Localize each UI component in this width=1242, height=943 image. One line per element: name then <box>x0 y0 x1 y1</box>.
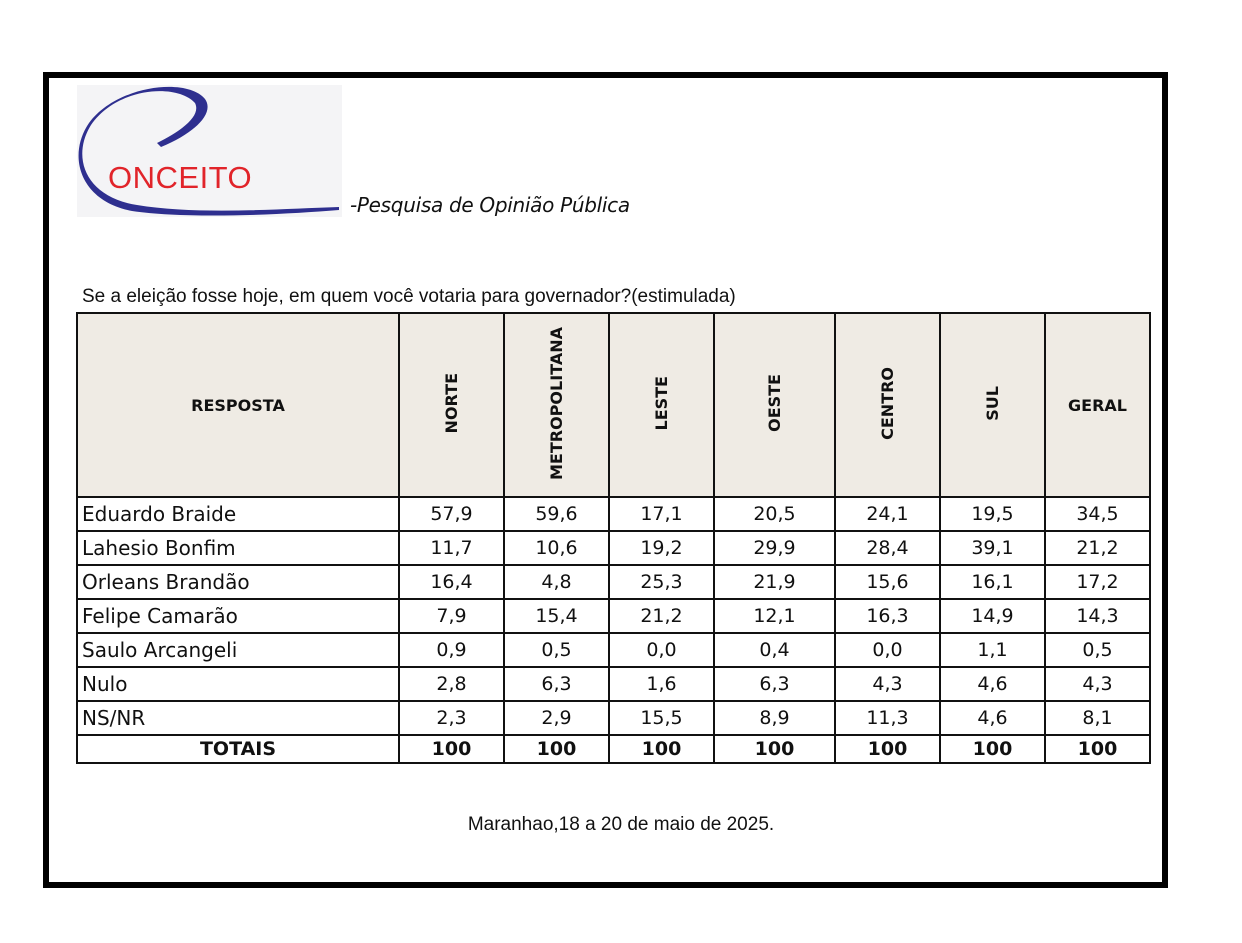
table-cell: 19,5 <box>940 497 1045 531</box>
table-cell: 15,5 <box>609 701 714 735</box>
totals-cell: 100 <box>399 735 504 763</box>
table-cell: 0,9 <box>399 633 504 667</box>
table-cell: 1,6 <box>609 667 714 701</box>
totals-cell: 100 <box>504 735 609 763</box>
conceito-logo <box>77 85 342 217</box>
header-metropolitana: METROPOLITANA <box>504 313 609 497</box>
totals-cell: 100 <box>940 735 1045 763</box>
table-cell: 4,6 <box>940 701 1045 735</box>
table-cell: 16,4 <box>399 565 504 599</box>
table-row <box>77 667 1150 701</box>
poll-table <box>76 312 1151 764</box>
table-cell: 2,8 <box>399 667 504 701</box>
table-cell: 2,9 <box>504 701 609 735</box>
table-cell: 10,6 <box>504 531 609 565</box>
table-cell: 1,1 <box>940 633 1045 667</box>
header-geral: GERAL <box>1045 313 1150 497</box>
table-cell: 21,9 <box>714 565 835 599</box>
table-cell: 15,4 <box>504 599 609 633</box>
table-cell: 4,6 <box>940 667 1045 701</box>
table-cell: 20,5 <box>714 497 835 531</box>
row-label: Saulo Arcangeli <box>77 633 399 667</box>
table-cell: 21,2 <box>1045 531 1150 565</box>
table-cell: 0,5 <box>1045 633 1150 667</box>
header-resposta: RESPOSTA <box>77 313 399 497</box>
table-cell: 16,1 <box>940 565 1045 599</box>
table-cell: 7,9 <box>399 599 504 633</box>
table-cell: 25,3 <box>609 565 714 599</box>
row-label: NS/NR <box>77 701 399 735</box>
table-row <box>77 633 1150 667</box>
table-cell: 29,9 <box>714 531 835 565</box>
table-cell: 14,9 <box>940 599 1045 633</box>
table-row <box>77 497 1150 531</box>
question-text: Se a eleição fosse hoje, em quem você votaria para governador?(estimulada) <box>82 286 736 307</box>
table-cell: 8,9 <box>714 701 835 735</box>
table-cell: 6,3 <box>714 667 835 701</box>
table-cell: 59,6 <box>504 497 609 531</box>
totals-cell: 100 <box>609 735 714 763</box>
table-cell: 19,2 <box>609 531 714 565</box>
table-cell: 11,3 <box>835 701 940 735</box>
header-leste: LESTE <box>609 313 714 497</box>
table-cell: 14,3 <box>1045 599 1150 633</box>
table-cell: 17,1 <box>609 497 714 531</box>
row-label: Lahesio Bonfim <box>77 531 399 565</box>
row-label: Orleans Brandão <box>77 565 399 599</box>
table-cell: 4,3 <box>835 667 940 701</box>
table-cell: 21,2 <box>609 599 714 633</box>
table-header-row <box>77 313 1150 497</box>
table-cell: 4,3 <box>1045 667 1150 701</box>
table-cell: 0,0 <box>835 633 940 667</box>
table-cell: 15,6 <box>835 565 940 599</box>
header-centro: CENTRO <box>835 313 940 497</box>
row-label: Felipe Camarão <box>77 599 399 633</box>
totals-row <box>77 735 1150 763</box>
table-cell: 11,7 <box>399 531 504 565</box>
totals-cell: 100 <box>835 735 940 763</box>
header-norte: NORTE <box>399 313 504 497</box>
table-cell: 34,5 <box>1045 497 1150 531</box>
header-oeste: OESTE <box>714 313 835 497</box>
table-cell: 57,9 <box>399 497 504 531</box>
table-cell: 0,0 <box>609 633 714 667</box>
row-label: Eduardo Braide <box>77 497 399 531</box>
table-cell: 12,1 <box>714 599 835 633</box>
header-sul: SUL <box>940 313 1045 497</box>
table-cell: 39,1 <box>940 531 1045 565</box>
table-cell: 2,3 <box>399 701 504 735</box>
logo-text: ONCEITO <box>108 160 253 195</box>
table-row <box>77 565 1150 599</box>
subtitle: -Pesquisa de Opinião Pública <box>350 193 630 217</box>
table-cell: 6,3 <box>504 667 609 701</box>
table-cell: 8,1 <box>1045 701 1150 735</box>
totals-cell: 100 <box>714 735 835 763</box>
totals-label: TOTAIS <box>77 735 399 763</box>
table-cell: 0,4 <box>714 633 835 667</box>
table-cell: 28,4 <box>835 531 940 565</box>
table-row <box>77 701 1150 735</box>
totals-cell: 100 <box>1045 735 1150 763</box>
table-cell: 0,5 <box>504 633 609 667</box>
table-cell: 16,3 <box>835 599 940 633</box>
table-cell: 17,2 <box>1045 565 1150 599</box>
footer-date: Maranhao,18 a 20 de maio de 2025. <box>467 814 775 835</box>
table-cell: 4,8 <box>504 565 609 599</box>
table-row <box>77 531 1150 565</box>
table-cell: 24,1 <box>835 497 940 531</box>
table-row <box>77 599 1150 633</box>
row-label: Nulo <box>77 667 399 701</box>
